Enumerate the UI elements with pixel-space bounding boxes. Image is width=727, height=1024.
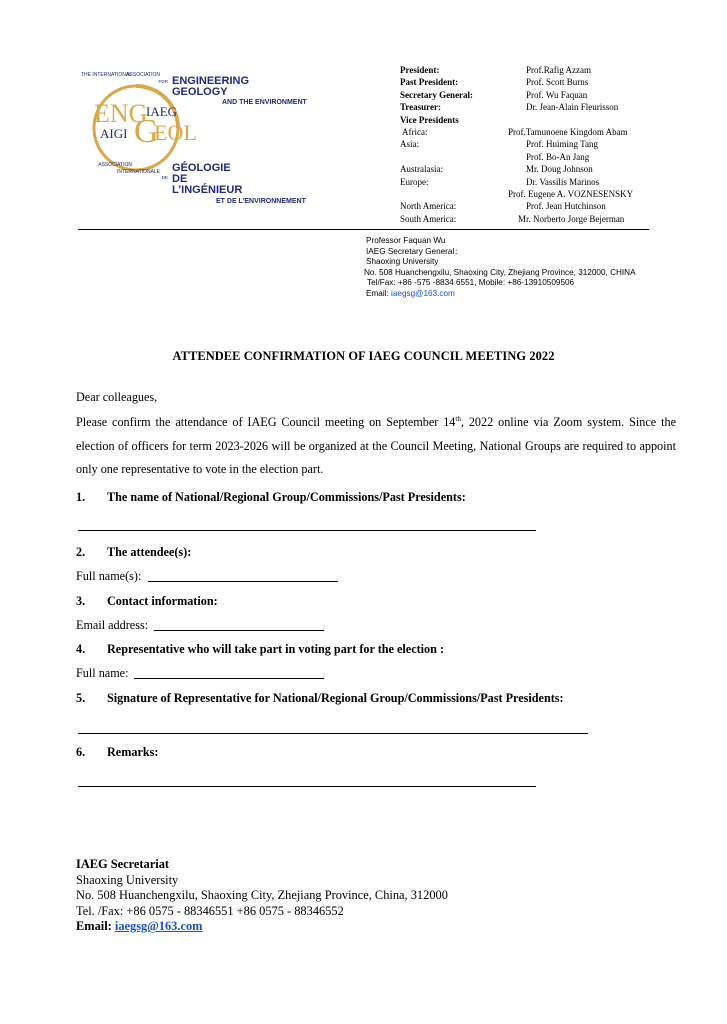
email-field[interactable] bbox=[154, 630, 324, 631]
header-divider bbox=[78, 229, 649, 230]
question-number: 3. bbox=[76, 594, 86, 608]
officer-row bbox=[400, 213, 660, 225]
representative-name-field[interactable] bbox=[134, 678, 324, 679]
officer-name: Prof.Tamunoene Kingdom Abam bbox=[508, 126, 628, 137]
vice-presidents-heading: Vice Presidents bbox=[400, 114, 459, 125]
question-6 bbox=[76, 745, 158, 760]
remarks-field[interactable] bbox=[78, 786, 536, 787]
officer-role: South America: bbox=[400, 213, 457, 224]
logo-mono-g: G bbox=[134, 113, 159, 150]
address-email-label: Email: bbox=[366, 288, 392, 298]
logo-fr-line3: L’INGÉNIEUR bbox=[172, 184, 243, 196]
footer-email-link[interactable]: iaegsg@163.com bbox=[114, 919, 203, 934]
question-text: Signature of Representative for National/Regional Group/Commissions/Past Presidents: bbox=[107, 691, 564, 705]
officer-role: Treasurer: bbox=[400, 102, 441, 113]
officer-name: Dr. Jean-Alain Fleurisson bbox=[526, 102, 619, 113]
logo-mono-aigi: AIGI bbox=[100, 126, 128, 141]
question-text: Remarks: bbox=[107, 745, 159, 759]
logo-mono-iaeg: IAEG bbox=[146, 104, 178, 119]
officer-role: Africa: bbox=[402, 126, 428, 137]
officer-row bbox=[400, 64, 660, 76]
question-3 bbox=[76, 594, 218, 609]
intro-paragraph bbox=[76, 408, 676, 482]
officer-role: Secretary General: bbox=[400, 89, 474, 100]
officer-row bbox=[400, 76, 660, 88]
address-line: Tel/Fax: +86 -575 -8834 6551, Mobile: +86-13910509506 bbox=[367, 278, 575, 288]
logo-intl-text: THE INTERNATIONAL bbox=[80, 72, 132, 78]
footer-line: Tel. /Fax: +86 0575 - 88346551 +86 0575 - 88346552 bbox=[76, 903, 344, 918]
question-5 bbox=[76, 691, 564, 706]
officers-list bbox=[400, 64, 660, 225]
question-4 bbox=[76, 642, 444, 657]
officer-name: Prof.Rafig Azzam bbox=[526, 65, 591, 75]
footer-email-line bbox=[76, 919, 448, 935]
question-number: 1. bbox=[76, 490, 86, 504]
address-line: Professor Faquan Wu bbox=[366, 236, 446, 245]
officer-row bbox=[400, 163, 660, 175]
officer-row bbox=[400, 151, 660, 163]
email-label: Email address: bbox=[76, 618, 149, 632]
logo-eng-line2: GEOLOGY bbox=[172, 86, 228, 98]
logo-mono-eol: EOL bbox=[154, 120, 197, 145]
question-number: 4. bbox=[76, 642, 86, 656]
question-number: 6. bbox=[76, 745, 86, 759]
question-text: The attendee(s): bbox=[107, 545, 192, 559]
officer-row bbox=[400, 176, 660, 188]
address-line: No. 508 Huanchengxilu, Shaoxing City, Zhejiang Province, 312000, CHINA bbox=[364, 267, 636, 277]
iaeg-logo bbox=[80, 58, 328, 208]
officer-role: Europe: bbox=[400, 176, 429, 187]
address-email-link[interactable]: iaegsg@163.com bbox=[391, 288, 455, 298]
logo-fr-assoc: ASSOCIATION bbox=[98, 162, 132, 168]
officer-name: Prof. Scott Burns bbox=[526, 77, 589, 88]
officer-row bbox=[400, 200, 660, 212]
signature-field[interactable] bbox=[78, 733, 588, 734]
question-1 bbox=[76, 490, 466, 505]
logo-for-text: FOR bbox=[158, 79, 168, 84]
logo-mono-eng: ENG bbox=[94, 99, 148, 128]
question-number: 2. bbox=[76, 545, 86, 559]
officer-role: North America: bbox=[400, 201, 457, 212]
question-2 bbox=[76, 545, 191, 560]
address-email-line bbox=[364, 289, 636, 300]
secretariat-footer bbox=[76, 857, 448, 935]
intro-text-pre: Please confirm the attendance of IAEG Council meeting on September 14 bbox=[76, 415, 456, 430]
question-number: 5. bbox=[76, 691, 86, 705]
logo-fr-de-small: DE bbox=[161, 175, 168, 180]
officer-role: President: bbox=[400, 65, 440, 75]
footer-email-label: Email: bbox=[76, 919, 115, 934]
officer-row bbox=[400, 126, 660, 138]
officer-name: Dr. Vassilis Marinos bbox=[526, 176, 600, 187]
group-name-field[interactable] bbox=[78, 530, 536, 531]
officer-name: Prof. Bo-An Jang bbox=[526, 151, 590, 162]
question-text: Representative who will take part in voting part for the election : bbox=[107, 642, 445, 656]
secretary-address bbox=[364, 236, 636, 300]
footer-line: Shaoxing University bbox=[76, 872, 179, 887]
footer-line: No. 508 Huanchengxilu, Shaoxing City, Zhejiang Province, China, 312000 bbox=[76, 888, 448, 903]
greeting: Dear colleagues, bbox=[76, 390, 158, 404]
officer-role: Asia: bbox=[400, 139, 419, 150]
officer-name: Prof. Wu Faquan bbox=[526, 89, 588, 100]
intro-text-sup: th bbox=[455, 415, 461, 423]
officer-row bbox=[400, 188, 660, 200]
question-text: The name of National/Regional Group/Commissions/Past Presidents: bbox=[107, 490, 466, 504]
page-title: ATTENDEE CONFIRMATION OF IAEG COUNCIL MEETING 2022 bbox=[172, 349, 555, 363]
address-line: IAEG Secretary General： bbox=[366, 246, 463, 256]
address-line: Shaoxing University bbox=[366, 257, 439, 267]
officer-role: Australasia: bbox=[400, 164, 443, 175]
logo-eng-line1: ENGINEERING bbox=[172, 75, 250, 87]
representative-name-label: Full name: bbox=[76, 666, 129, 680]
logo-fr-line4: ET DE L’ENVIRONNEMENT bbox=[216, 198, 306, 205]
logo-assoc-text: ASSOCIATION bbox=[126, 72, 160, 78]
officer-row bbox=[400, 101, 660, 113]
officer-row bbox=[400, 89, 660, 101]
iaeg-logo-graphic bbox=[80, 58, 328, 208]
logo-eng-line3: AND THE ENVIRONMENT bbox=[222, 99, 307, 106]
officer-name: Mr. Norberto Jorge Bejerman bbox=[518, 213, 625, 224]
officer-name: Prof. Huiming Tang bbox=[526, 139, 598, 150]
question-text: Contact information: bbox=[107, 594, 218, 608]
fullnames-field[interactable] bbox=[148, 581, 338, 582]
officer-role: Past President: bbox=[400, 77, 459, 88]
fullnames-label: Full name(s): bbox=[76, 569, 142, 583]
officer-name: Prof. Jean Hutchinson bbox=[526, 201, 606, 212]
officer-name: Mr. Doug Johnson bbox=[526, 164, 593, 175]
footer-heading: IAEG Secretariat bbox=[76, 857, 170, 871]
logo-fr-intl: INTERNATIONALE bbox=[117, 169, 160, 175]
officer-row bbox=[400, 114, 660, 126]
officer-name: Prof. Eugene A. VOZNESENSKY bbox=[508, 188, 634, 199]
intro-text-post: , 2022 online via Zoom system. Since the election of officers for term 2023-2026 will be organized at the Council Meeting, National Groups are required to appoint only one representative to vote in the election part. bbox=[76, 415, 676, 477]
logo-fr-line2: DE bbox=[172, 173, 188, 185]
officer-row bbox=[400, 138, 660, 150]
logo-fr-line1: GÉOLOGIE bbox=[172, 162, 231, 174]
